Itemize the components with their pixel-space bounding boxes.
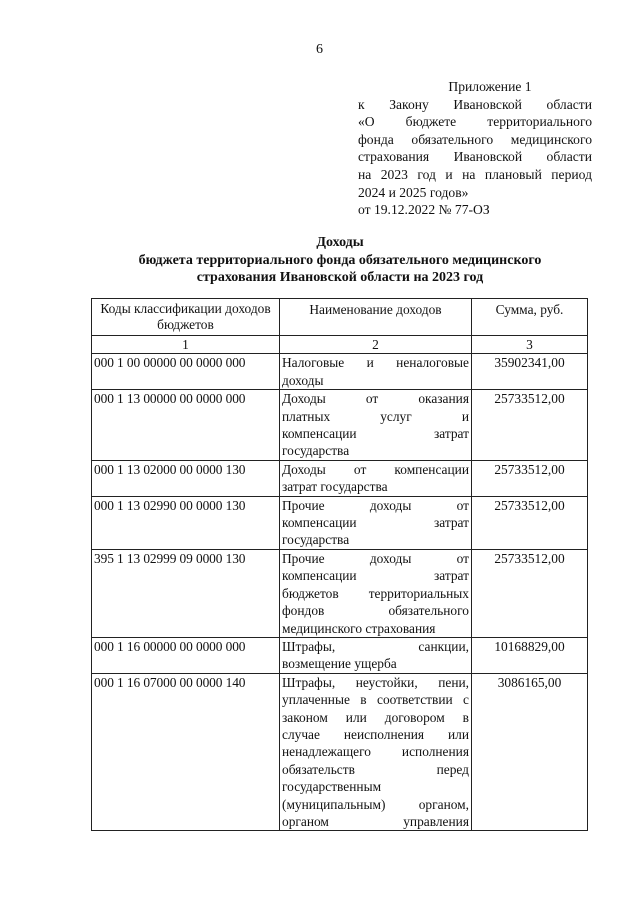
income-code-cell: 000 1 16 00000 00 0000 000: [92, 637, 280, 673]
document-heading: [90, 234, 590, 287]
income-name-line: Штрафы, неустойки, пени,: [282, 674, 469, 690]
appendix-line: «О бюджете территориального: [358, 114, 592, 130]
income-name-line: платных услуг и: [282, 408, 469, 424]
income-name-line: государства: [282, 443, 350, 459]
appendix-line: фонда обязательного медицинского: [358, 131, 592, 147]
income-name-line: затрат государства: [282, 479, 388, 495]
income-code-cell: 395 1 13 02999 09 0000 130: [92, 549, 280, 637]
appendix-date-line: от 19.12.2022 № 77-ОЗ: [358, 202, 490, 218]
income-name-line: Штрафы, санкции,: [282, 638, 469, 654]
income-name-line: Налоговые и неналоговые: [282, 355, 469, 371]
header-sum: Сумма, руб.: [472, 299, 588, 336]
income-sum-cell: 35902341,00: [472, 354, 588, 390]
income-sum-cell: 10168829,00: [472, 637, 588, 673]
appendix-line: 2024 и 2025 годов»: [358, 184, 469, 200]
income-name-cell: [280, 354, 472, 390]
income-code-cell: 000 1 13 00000 00 0000 000: [92, 390, 280, 461]
income-name-line: Прочие доходы от: [282, 497, 469, 513]
income-name-cell: [280, 496, 472, 549]
header-name: Наименование доходов: [280, 299, 472, 336]
income-table: [91, 298, 588, 831]
income-name-line: органом управления: [282, 813, 469, 829]
income-sum-cell: 25733512,00: [472, 549, 588, 637]
income-sum-cell: 25733512,00: [472, 460, 588, 496]
income-name-line: государства: [282, 532, 350, 548]
table-header-row: [92, 299, 588, 336]
income-name-line: доходы: [282, 372, 324, 388]
column-number: 3: [472, 336, 588, 354]
income-name-line: компенсации затрат: [282, 515, 469, 531]
income-name-cell: [280, 673, 472, 831]
column-number: 1: [92, 336, 280, 354]
income-name-line: Доходы от компенсации: [282, 461, 469, 477]
header-codes: Коды классификации доходов бюджетов: [92, 299, 280, 336]
table-row: [92, 549, 588, 637]
income-name-line: Доходы от оказания: [282, 391, 469, 407]
income-sum-cell: 25733512,00: [472, 390, 588, 461]
income-name-line: случае неисполнения или: [282, 726, 469, 742]
table-row: [92, 390, 588, 461]
appendix-block: [358, 78, 592, 219]
appendix-line: на 2023 год и на плановый период: [358, 166, 592, 182]
income-name-line: фондов обязательного: [282, 603, 469, 619]
income-name-line: медицинского страхования: [282, 620, 436, 636]
table-column-number-row: [92, 336, 588, 354]
income-name-cell: [280, 460, 472, 496]
table-row: [92, 460, 588, 496]
income-name-cell: [280, 390, 472, 461]
income-name-line: компенсации затрат: [282, 426, 469, 442]
income-name-line: Прочие доходы от: [282, 550, 469, 566]
income-code-cell: 000 1 00 00000 00 0000 000: [92, 354, 280, 390]
income-code-cell: 000 1 16 07000 00 0000 140: [92, 673, 280, 831]
table-row: [92, 354, 588, 390]
income-name-cell: [280, 637, 472, 673]
page-number: 6: [316, 42, 323, 57]
table-row: [92, 673, 588, 831]
income-sum-cell: 3086165,00: [472, 673, 588, 831]
income-name-cell: [280, 549, 472, 637]
heading-subtitle: страхования Ивановской области на 2023 год: [196, 270, 484, 285]
table-row: [92, 496, 588, 549]
appendix-line: страхования Ивановской области: [358, 149, 592, 165]
heading-title: Доходы: [316, 235, 364, 250]
income-name-line: ненадлежащего исполнения: [282, 744, 469, 760]
appendix-line: к Закону Ивановской области: [358, 96, 592, 112]
income-name-line: бюджетов территориальных: [282, 585, 469, 601]
income-name-line: компенсации затрат: [282, 568, 469, 584]
income-code-cell: 000 1 13 02990 00 0000 130: [92, 496, 280, 549]
appendix-title: Приложение 1: [448, 79, 532, 94]
heading-subtitle: бюджета территориального фонда обязательного медицинского: [138, 252, 542, 268]
income-name-line: (муниципальным) органом,: [282, 796, 469, 812]
column-number: 2: [280, 336, 472, 354]
income-name-line: возмещение ущерба: [282, 656, 397, 672]
income-name-line: законом или договором в: [282, 709, 469, 725]
income-name-line: государственным: [282, 779, 382, 795]
income-name-line: обязательств перед: [282, 761, 469, 777]
table-row: [92, 637, 588, 673]
income-sum-cell: 25733512,00: [472, 496, 588, 549]
income-code-cell: 000 1 13 02000 00 0000 130: [92, 460, 280, 496]
income-name-line: уплаченные в соответствии с: [282, 692, 469, 708]
